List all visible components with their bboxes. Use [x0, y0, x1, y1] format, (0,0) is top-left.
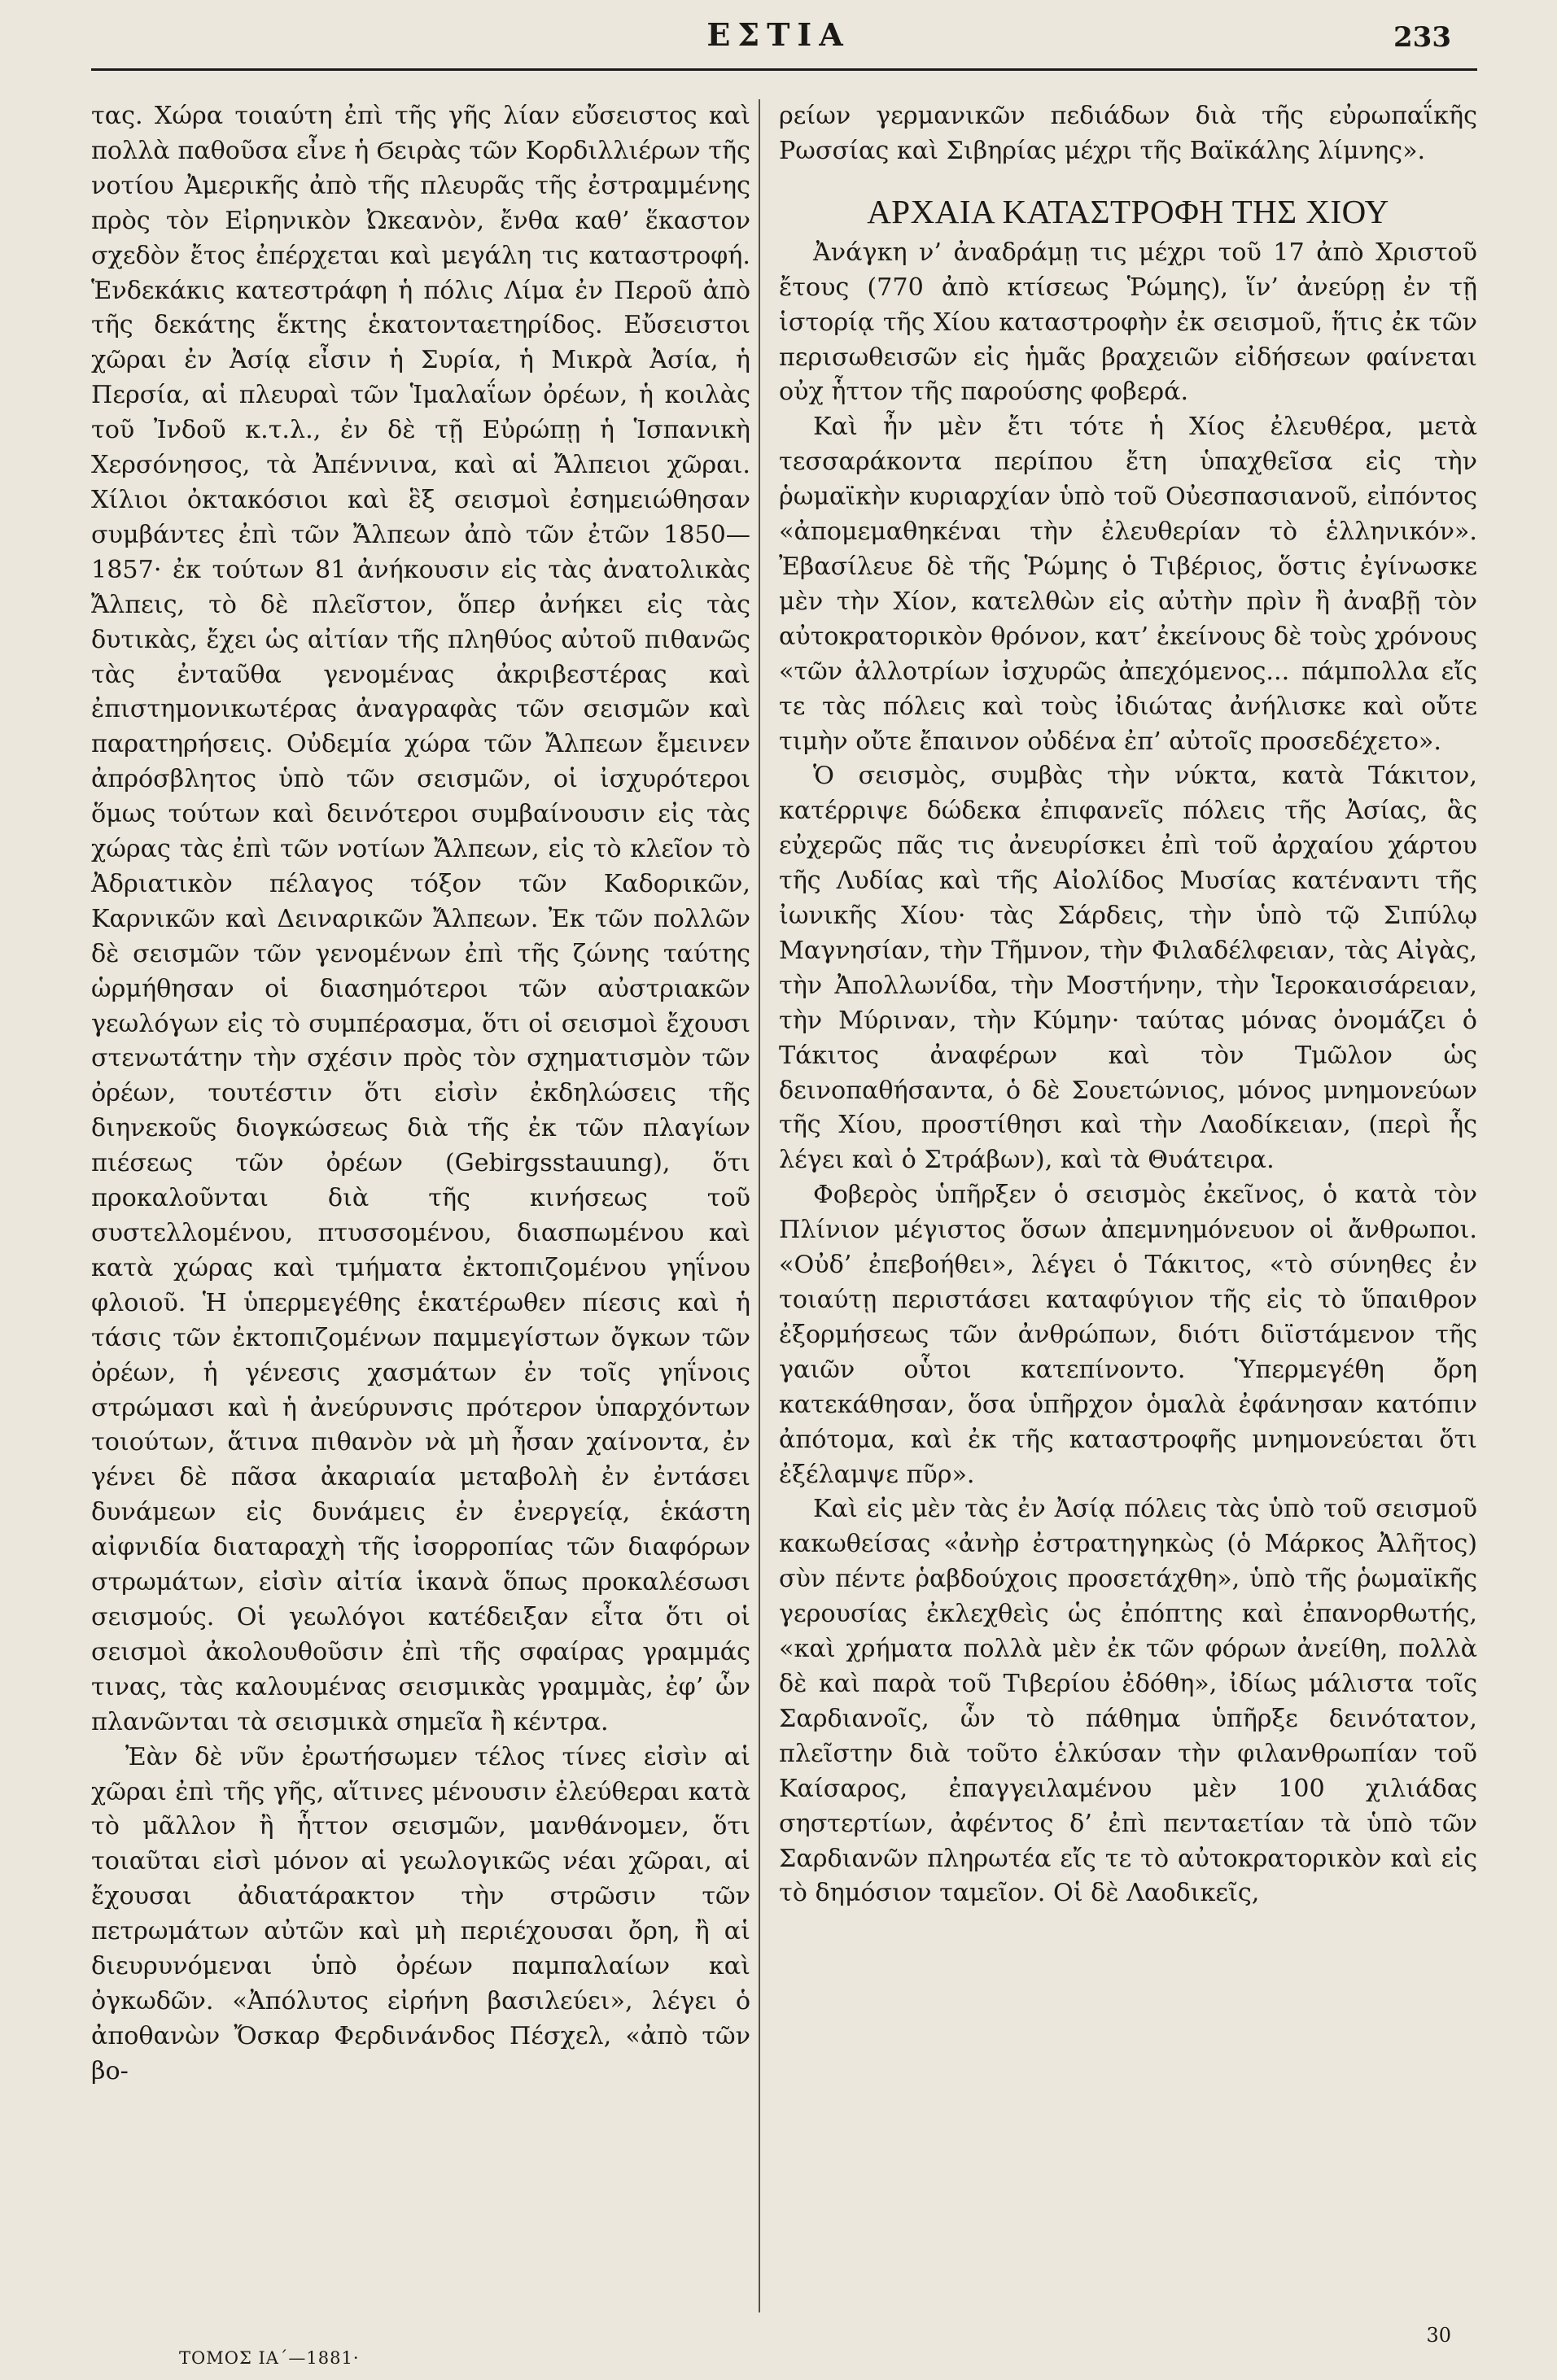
right-continuation: ρείων γερμανικῶν πεδιάδων διὰ τῆς εὐρωπαΐκῆς Ρωσσίας καὶ Σιβηρίας μέχρι τῆς Βαϊκάλης λίμνης».	[779, 102, 1477, 165]
right-paragraph: Φοβερὸς ὑπῆρξεν ὁ σεισμὸς ἐκεῖνος, ὁ κατὰ τὸν Πλίνιον μέγιστος ὅσων ἀπεμνημόνευον οἱ ἄνθρωποι. «Οὐδ’ ἐπεβοήθει», λέγει ὁ Τάκιτος, «τὸ σύνηθες ἐν τοιαύτῃ περιστάσει καταφύγιον τῆς εἰς τὸ ὕπαιθρον ἐξορμήσεως τῶν ἀνθρώπων, διότι διϊστάμενον τῆς γαιῶν οὗτοι κατεπίνοντο. Ὑπερμεγέθη ὄρη κατεκάθησαν, ὅσα ὑπῆρχον ὁμαλὰ ἐφάνησαν κατόπιν ἀπότομα, καὶ ἐκ τῆς καταστροφῆς μνημονεύεται ὅτι ἐξέλαμψε πῦρ».	[779, 1181, 1477, 1489]
right-paragraph: Ὁ σεισμὸς, συμβὰς τὴν νύκτα, κατὰ Τάκιτον, κατέρριψε δώδεκα ἐπιφανεῖς πόλεις τῆς Ἀσίας, ἃς εὐχερῶς πᾶς τις ἀνευρίσκει ἐπὶ τοῦ ἀρχαίου χάρτου τῆς Λυδίας καὶ τῆς Αἰολίδος Μυσίας κατέναντι τῆς ἰωνικῆς Χίου· τὰς Σάρδεις, τὴν ὑπὸ τῷ Σιπύλῳ Μαγνησίαν, τὴν Τῆμνον, τὴν Φιλαδέλφειαν, τὰς Αἰγὰς, τὴν Ἀπολλωνίδα, τὴν Μοστήνην, τὴν Ἱεροκαισάρειαν, τὴν Μύριναν, τὴν Κύμην· ταύτας μόνας ὀνομάζει ὁ Τάκιτος ἀναφέρων καὶ τὸν Τμῶλον ὡς δεινοπαθήσαντα, ὁ δὲ Σουετώνιος, μόνος μνημονεύων τῆς Χίου, προστίθησι καὶ τὴν Λαοδίκειαν, (περὶ ἧς λέγει καὶ ὁ Στράβων), καὶ τὰ Θυάτειρα.	[779, 762, 1477, 1175]
signature-mark: 30	[1426, 2324, 1451, 2347]
volume-footer: ΤΟΜΟΣ ΙΑ΄—1881·	[179, 2348, 360, 2368]
header-rule	[91, 68, 1477, 71]
right-paragraph: Ἀνάγκη ν’ ἀναδράμῃ τις μέχρι τοῦ 17 ἀπὸ Χριστοῦ ἔτους (770 ἀπὸ κτίσεως Ῥώμης), ἵν’ ἀνεύρῃ ἐν τῇ ἱστορίᾳ τῆς Χίου καταστροφὴν ἐκ σεισμοῦ, ἥτις ἐκ τῶν περισωθεισῶν εἰς ἡμᾶς βραχειῶν εἰδήσεων φαίνεται οὐχ ἧττον τῆς παρούσης φοβερά.	[779, 238, 1477, 407]
page-number: 233	[1393, 21, 1451, 54]
section-heading: ΑΡΧΑΙΑ ΚΑΤΑΣΤΡΟΦΗ ΤΗΣ ΧΙΟΥ	[867, 192, 1389, 230]
column-divider	[759, 99, 760, 2312]
left-paragraph: τας. Χώρα τοιαύτη ἐπὶ τῆς γῆς λίαν εὔσειστος καὶ πολλὰ παθοῦσα εἶνε ἡ Ϭειρὰς τῶν Κορδιλλιέρων τῆς νοτίου Ἀμερικῆς ἀπὸ τῆς πλευρᾶς τῆς ἐστραμμένης πρὸς τὸν Εἰρηνικὸν Ὠκεανὸν, ἔνθα καθ’ ἕκαστον σχεδὸν ἔτος ἐπέρχεται καὶ μεγάλη τις καταστροφή. Ἑνδεκάκις κατεστράφη ἡ πόλις Λίμα ἐν Περοῦ ἀπὸ τῆς δεκάτης ἕκτης ἑκατονταετηρίδος. Εὔσειστοι χῶραι ἐν Ἀσίᾳ εἶσιν ἡ Συρία, ἡ Μικρὰ Ἀσία, ἡ Περσία, αἱ πλευραὶ τῶν Ἱμαλαΐων ὀρέων, ἡ κοιλὰς τοῦ Ἰνδοῦ κ.τ.λ., ἐν δὲ τῇ Εὐρώπῃ ἡ Ἱσπανικὴ Χερσόνησος, τὰ Ἀπέννινα, καὶ αἱ Ἄλπειοι χῶραι. Χίλιοι ὀκτακόσιοι καὶ ἓξ σεισμοὶ ἐσημειώθησαν συμβάντες ἐπὶ τῶν Ἄλπεων ἀπὸ τῶν ἐτῶν 1850—1857· ἐκ τούτων 81 ἀνήκουσιν εἰς τὰς ἀνατολικὰς Ἄλπεις, τὸ δὲ πλεῖστον, ὅπερ ἀνήκει εἰς τὰς δυτικὰς, ἔχει ὡς αἰτίαν τῆς πληθύος αὐτοῦ πιθανῶς τὰς ἐνταῦθα γενομένας ἀκριβεστέρας καὶ ἐπιστημονικωτέρας ἀναγραφὰς τῶν σεισμῶν καὶ παρατηρήσεις. Οὐδεμία χώρα τῶν Ἄλπεων ἔμεινεν ἀπρόσβλητος ὑπὸ τῶν σεισμῶν, οἱ ἰσχυρότεροι ὅμως τούτων καὶ δεινότεροι συμβαίνουσιν εἰς τὰς χώρας τὰς ἐπὶ τῶν νοτίων Ἄλπεων, εἰς τὸ κλεῖον τὸ Ἀδριατικὸν πέλαγος τόξον τῶν Καδορικῶν, Καρνικῶν καὶ Δειναρικῶν Ἄλπεων. Ἐκ τῶν πολλῶν δὲ σεισμῶν τῶν γενομένων ἐπὶ τῆς ζώνης ταύτης ὡρμήθησαν οἱ διασημότεροι τῶν αὐστριακῶν γεωλόγων εἰς τὸ συμπέρασμα, ὅτι οἱ σεισμοὶ ἔχουσι στενωτάτην τὴν σχέσιν πρὸς τὸν σχηματισμὸν τῶν ὀρέων, τουτέστιν ὅτι εἰσὶν ἐκδηλώσεις τῆς διηνεκοῦς διογκώσεως διὰ τῆς ἐκ τῶν πλαγίων πιέσεως τῶν ὀρέων (Gebirgsstauung), ὅτι προκαλοῦνται διὰ τῆς κινήσεως τοῦ συστελλομένου, πτυσσομένου, διασπωμένου καὶ κατὰ χώρας καὶ τμήματα ἐκτοπιζομένου γηΐνου φλοιοῦ. Ἡ ὑπερμεγέθης ἑκατέρωθεν πίεσις καὶ ἡ τάσις τῶν ἐκτοπιζομένων παμμεγίστων ὄγκων τῶν ὀρέων, ἡ γένεσις χασμάτων ἐν τοῖς γηΐνοις στρώμασι καὶ ἡ ἀνεύρυνσις πρότερον ὑπαρχόντων τοιούτων, ἅτινα πιθανὸν νὰ μὴ ἦσαν χαίνοντα, ἐν γένει δὲ πᾶσα ἀκαριαία μεταβολὴ ἐν ἐντάσει δυνάμεων εἰς δυνάμεις ἐν ἐνεργείᾳ, ἑκάστη αἰφνιδία διαταραχὴ τῆς ἰσορροπίας τῶν διαφόρων στρωμάτων, εἰσὶν αἰτία ἱκανὰ ὅπως προκαλέσωσι σεισμούς. Οἱ γεωλόγοι κατέδειξαν εἶτα ὅτι οἱ σεισμοὶ ἀκολουθοῦσιν ἐπὶ τῆς σφαίρας γραμμάς τινας, τὰς καλουμένας σεισμικὰς γραμμὰς, ἐφ’ ὧν πλανῶνται τὰ σεισμικὰ σημεῖα ἢ κέντρα.	[91, 102, 750, 1736]
right-paragraph: Καὶ ἦν μὲν ἔτι τότε ἡ Χίος ἐλευθέρα, μετὰ τεσσαράκοντα περίπου ἔτη ὑπαχθεῖσα εἰς τὴν ῥωμαϊκὴν κυριαρχίαν ὑπὸ τοῦ Οὐεσπασιανοῦ, εἰπόντος «ἀπομεμαθηκέναι τὴν ἐλευθερίαν τὸ ἑλληνικόν». Ἐβασίλευε δὲ τῆς Ῥώμης ὁ Τιβέριος, ὅστις ἐγίνωσκε μὲν τὴν Χίον, κατελθὼν εἰς αὐτὴν πρὶν ἢ ἀναβῇ τὸν αὐτοκρατορικὸν θρόνον, κατ’ ἐκείνους δὲ τοὺς χρόνους «τῶν ἀλλοτρίων ἰσχυρῶς ἀπεχόμενος... πάμπολλα εἴς τε τὰς πόλεις καὶ τοὺς ἰδιώτας ἀνήλισκε καὶ οὔτε τιμὴν οὔτε ἔπαινον οὐδένα ἐπ’ αὐτοῖς προσεδέχετο».	[779, 413, 1477, 756]
left-column	[91, 99, 750, 2090]
right-paragraph: Καὶ εἰς μὲν τὰς ἐν Ἀσίᾳ πόλεις τὰς ὑπὸ τοῦ σεισμοῦ κακωθείσας «ἀνὴρ ἐστρατηγηκὼς (ὁ Μάρκος Ἀλῆτος) σὺν πέντε ῥαβδούχοις προσετάχθη», ὑπὸ τῆς ῥωμαϊκῆς γερουσίας ἐκλεχθεὶς ὡς ἐπόπτης καὶ ἐπανορθωτής, «καὶ χρήματα πολλὰ μὲν ἐκ τῶν φόρων ἀνείθη, πολλὰ δὲ καὶ παρὰ τοῦ Τιβερίου ἐδόθη», ἰδίως μάλιστα τοῖς Σαρδιανοῖς, ὧν τὸ πάθημα ὑπῆρξε δεινότατον, πλεῖστην διὰ τοῦτο ἑλκύσαν τὴν φιλανθρωπίαν τοῦ Καίσαρος, ἐπαγγειλαμένου μὲν 100 χιλιάδας σηστερτίων, ἀφέντος δ’ ἐπὶ πενταετίαν τὰ ὑπὸ τῶν Σαρδιανῶν πληρωτέα εἴς τε τὸ αὐτοκρατορικὸν καὶ εἰς τὸ δημόσιον ταμεῖον. Οἱ δὲ Λαοδικεῖς,	[779, 1495, 1477, 1908]
right-column	[779, 99, 1477, 1911]
journal-title: ΕΣΤΙΑ	[706, 16, 851, 53]
left-paragraph: Ἐὰν δὲ νῦν ἐρωτήσωμεν τέλος τίνες εἰσὶν αἱ χῶραι ἐπὶ τῆς γῆς, αἵτινες μένουσιν ἐλεύθεραι κατὰ τὸ μᾶλλον ἢ ἧττον σεισμῶν, μανθάνομεν, ὅτι τοιαῦται εἰσὶ μόνον αἱ γεωλογικῶς νέαι χῶραι, αἱ ἔχουσαι ἀδιατάρακτον τὴν στρῶσιν τῶν πετρωμάτων αὐτῶν καὶ μὴ περιέχουσαι ὄρη, ἢ αἱ διευρυνόμεναι ὑπὸ ὀρέων παμπαλαίων καὶ ὀγκωδῶν. «Ἀπόλυτος εἰρήνη βασιλεύει», λέγει ὁ ἀποθανὼν Ὄσκαρ Φερδινάνδος Πέσχελ, «ἀπὸ τῶν βο-	[91, 1742, 750, 2085]
